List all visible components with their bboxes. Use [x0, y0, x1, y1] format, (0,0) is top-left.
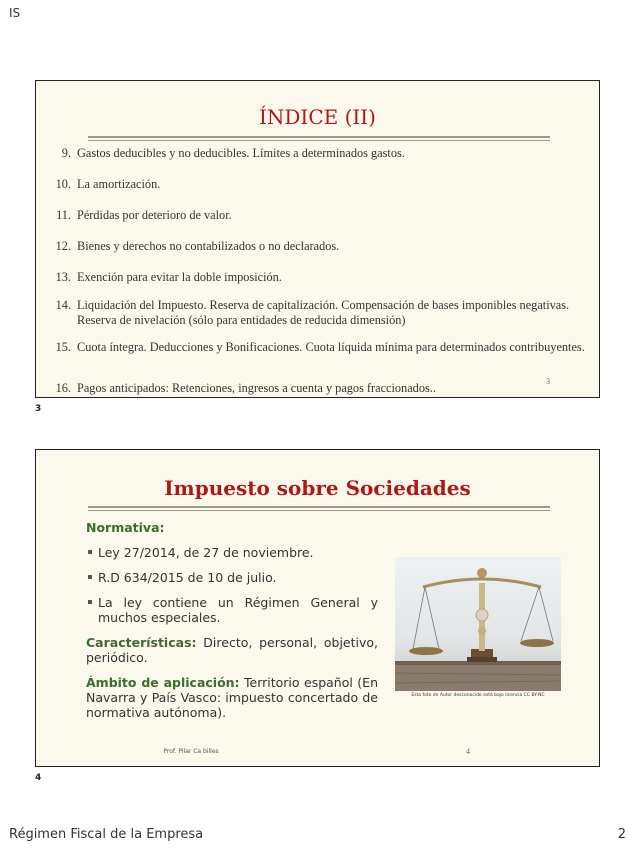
document-header-label: IS — [9, 6, 21, 20]
footer-title: Régimen Fiscal de la Empresa — [9, 827, 204, 842]
slide-4 — [35, 449, 600, 767]
title-divider — [88, 506, 550, 511]
caracteristicas-label: Características: — [86, 635, 197, 650]
list-item: 13. Exención para evitar la doble imposición. — [55, 270, 282, 284]
slide-number-label: 3 — [35, 404, 42, 414]
slide-page-number: 4 — [466, 747, 470, 756]
bullet-item: R.D 634/2015 de 10 de julio. — [86, 570, 378, 585]
slide-title: ÍNDICE (II) — [258, 105, 376, 129]
list-item: 10. La amortización. — [55, 177, 161, 191]
list-item: 15. Cuota íntegra. Deducciones y Bonificaciones. Cuota líquida mínima para determinados contribuyentes. — [55, 340, 585, 354]
bullet-item: La ley contiene un Régimen General y muchos especiales. — [86, 595, 378, 625]
normativa-heading: Normativa: — [86, 520, 165, 535]
list-item: 12. Bienes y derechos no contabilizados o no declarados. — [55, 239, 340, 253]
ambito-paragraph: Ámbito de aplicación: Territorio español (En Navarra y País Vasco: impuesto concertado de normativa autónoma). — [86, 675, 378, 720]
slide-page-number: 3 — [546, 377, 550, 386]
caracteristicas-paragraph: Características: Directo, personal, objetivo, periódico. — [86, 635, 378, 665]
list-item: 14. Liquidación del Impuesto. Reserva de capitalización. Compensación de bases imponibles negativas. Reserva de nivelación (sólo para entidades de reducida dimensión) — [55, 298, 570, 327]
slide-title: Impuesto sobre Sociedades — [164, 476, 471, 500]
list-item: 11. Pérdidas por deterioro de valor. — [56, 208, 232, 222]
footer-page-number: 2 — [617, 827, 626, 842]
ambito-label: Ámbito de aplicación: — [86, 675, 240, 690]
list-item: 9. Gastos deducibles y no deducibles. Límites a determinados gastos. — [61, 146, 405, 160]
bullet-item: Ley 27/2014, de 27 de noviembre. — [86, 545, 378, 560]
slide-body — [86, 520, 378, 720]
title-divider — [88, 136, 550, 141]
scales-of-justice-photo — [395, 557, 561, 691]
list-item: 16. Pagos anticipados: Retenciones, ingresos a cuenta y pagos fraccionados.. — [55, 381, 436, 395]
slide-3 — [35, 80, 600, 398]
photo-caption: Esta foto de Autor desconocido está bajo licencia CC BY-NC — [411, 693, 545, 698]
slide-number-label: 4 — [35, 773, 42, 783]
author-credit: Prof. Pilar Ca billes — [163, 748, 219, 755]
